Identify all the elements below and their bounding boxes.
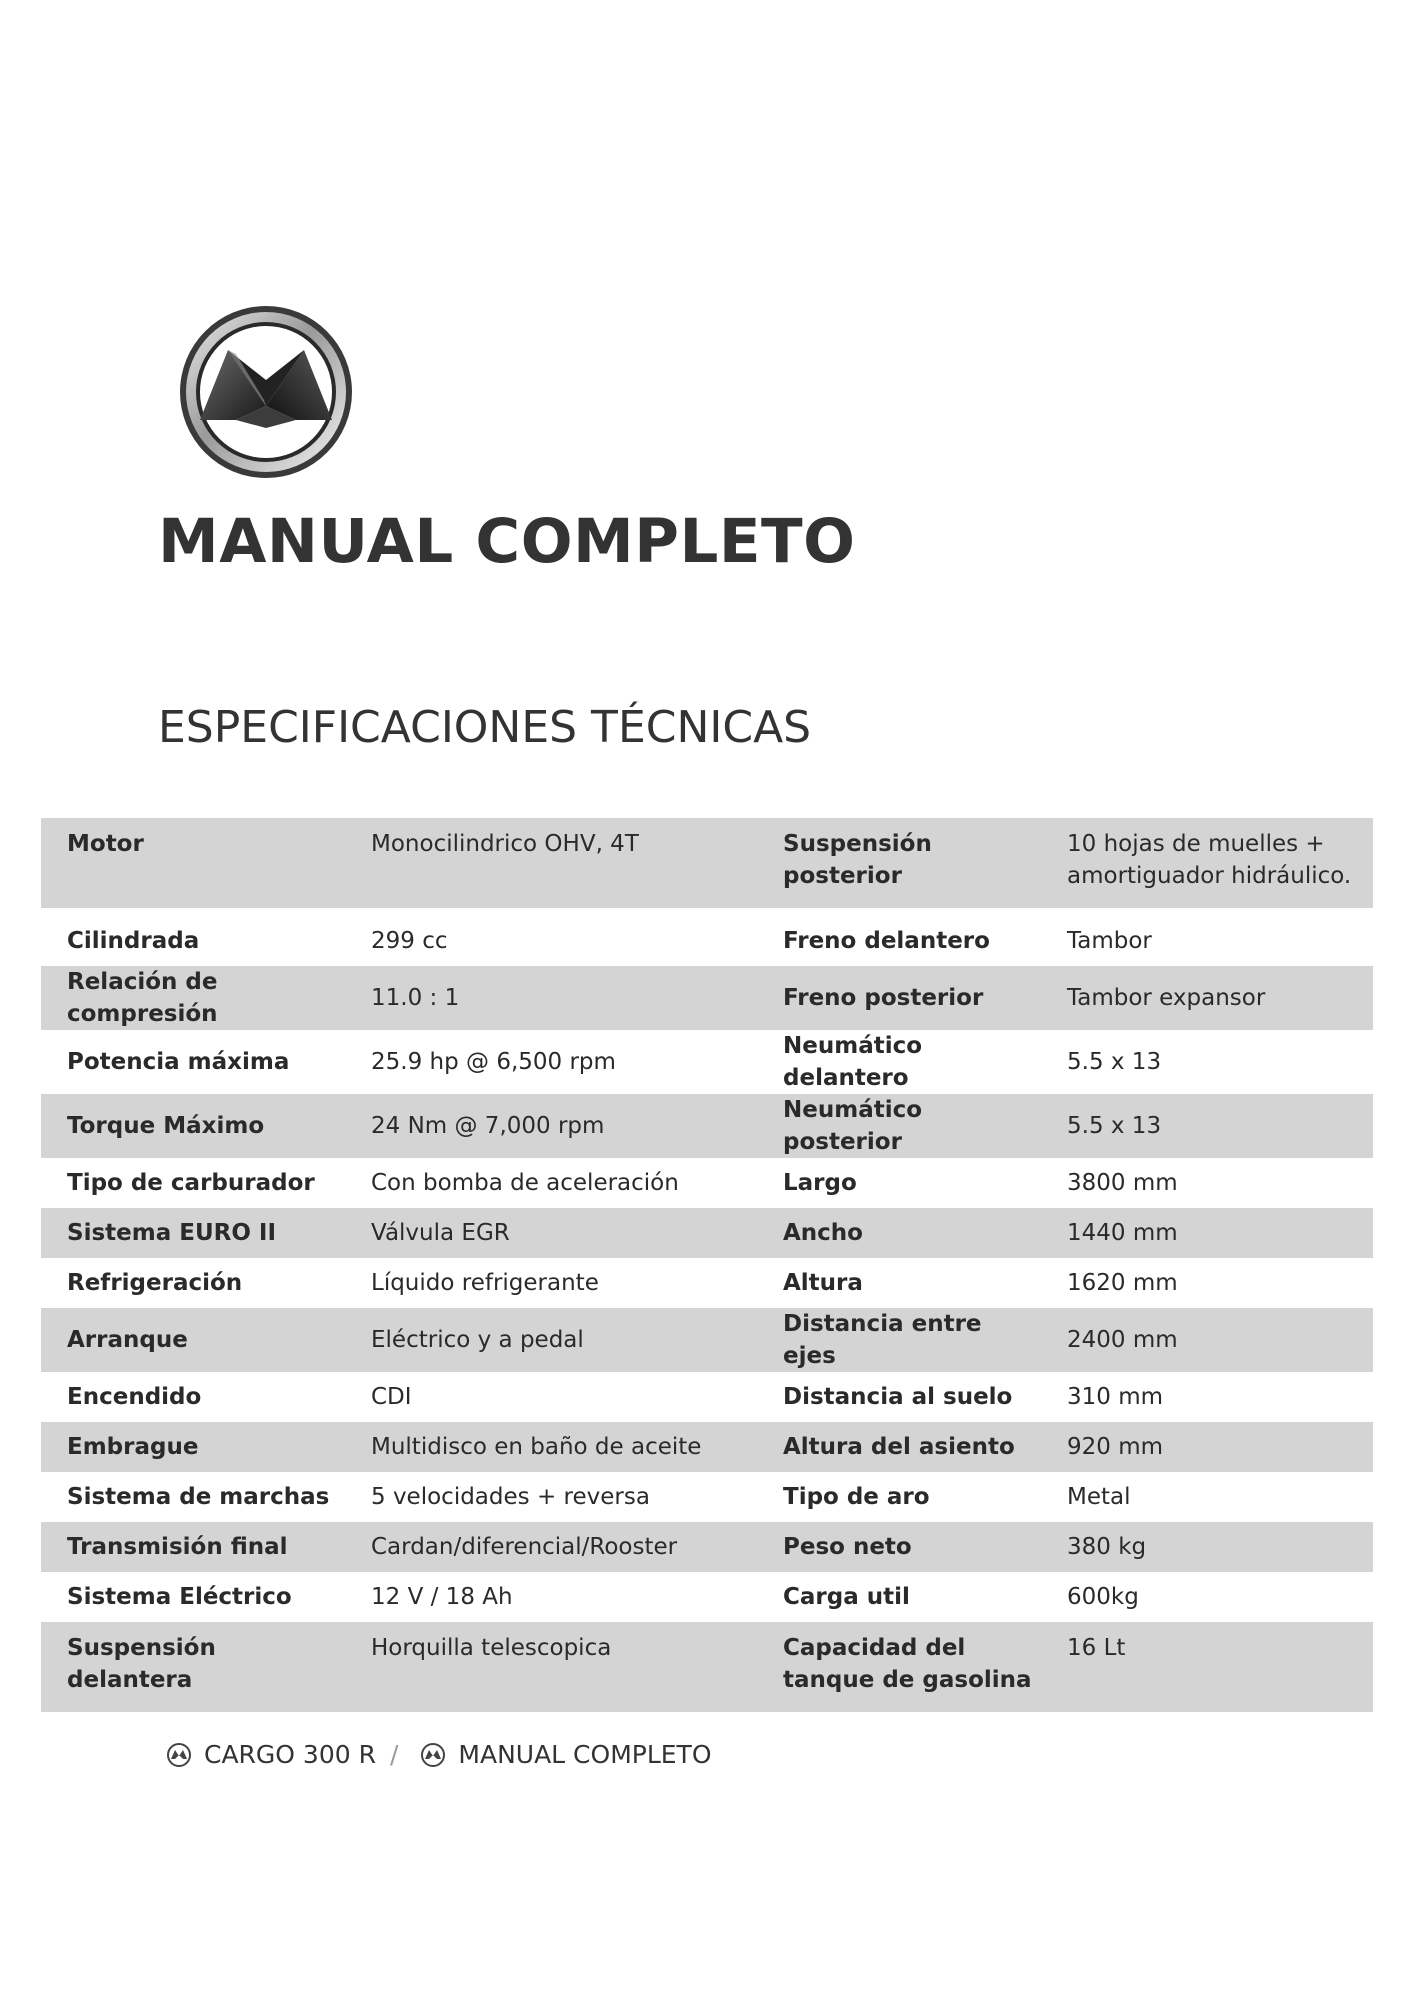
spec-label: Suspensión posterior <box>783 831 932 889</box>
spec-label: Neumático delantero <box>783 1033 923 1091</box>
table-row <box>41 1308 1373 1372</box>
spec-label: Torque Máximo <box>67 1113 265 1139</box>
spec-value: 299 cc <box>371 928 448 954</box>
spec-value: Monocilindrico OHV, 4T <box>371 831 639 857</box>
spec-value: 5.5 x 13 <box>1067 1049 1162 1075</box>
section-title: ESPECIFICACIONES TÉCNICAS <box>158 702 812 753</box>
spec-value: CDI <box>371 1384 412 1410</box>
spec-value: Líquido refrigerante <box>371 1270 599 1296</box>
spec-value: 380 kg <box>1067 1534 1147 1560</box>
spec-label: Refrigeración <box>67 1270 243 1296</box>
spec-label: Cilindrada <box>67 928 200 954</box>
spec-value: 920 mm <box>1067 1434 1164 1460</box>
spec-label: Sistema EURO II <box>67 1220 276 1246</box>
spec-label: Arranque <box>67 1327 188 1353</box>
brand-logo-icon <box>420 1742 446 1768</box>
spec-label: Encendido <box>67 1384 202 1410</box>
spec-value: Con bomba de aceleración <box>371 1170 679 1196</box>
spec-value: 11.0 : 1 <box>371 985 460 1011</box>
table-row <box>41 1208 1373 1258</box>
document-title: MANUAL COMPLETO <box>158 506 856 577</box>
spec-label: Sistema de marchas <box>67 1484 330 1510</box>
spec-value: 2400 mm <box>1067 1327 1178 1353</box>
table-row <box>41 1030 1373 1094</box>
spec-label: Freno delantero <box>783 928 990 954</box>
spec-label: Capacidad del tanque de gasolina <box>783 1635 1032 1693</box>
spec-value: 24 Nm @ 7,000 rpm <box>371 1113 605 1139</box>
spec-label: Motor <box>67 831 144 857</box>
spec-label: Potencia máxima <box>67 1049 290 1075</box>
table-row <box>41 908 1373 966</box>
table-row <box>41 1572 1373 1622</box>
footer-separator: / <box>389 1740 399 1769</box>
brand-logo-icon <box>166 1742 192 1768</box>
footer-manual: MANUAL COMPLETO <box>458 1740 712 1769</box>
spec-label: Largo <box>783 1170 857 1196</box>
spec-value: 16 Lt <box>1067 1635 1126 1661</box>
spec-label: Freno posterior <box>783 985 984 1011</box>
spec-value: Tambor <box>1067 928 1152 954</box>
spec-value: Tambor expansor <box>1067 985 1266 1011</box>
spec-value: 3800 mm <box>1067 1170 1178 1196</box>
table-row <box>41 1472 1373 1522</box>
table-row <box>41 1522 1373 1572</box>
spec-value: Cardan/diferencial/Rooster <box>371 1534 678 1560</box>
spec-value: 10 hojas de muelles + amortiguador hidráulico. <box>1067 831 1352 889</box>
table-row <box>41 1622 1373 1712</box>
specifications-table <box>41 818 1373 1712</box>
page-footer <box>166 1740 712 1769</box>
table-row <box>41 1258 1373 1308</box>
spec-value: 12 V / 18 Ah <box>371 1584 513 1610</box>
spec-label: Ancho <box>783 1220 863 1246</box>
spec-value: Eléctrico y a pedal <box>371 1327 584 1353</box>
spec-label: Altura del asiento <box>783 1434 1015 1460</box>
spec-value: Válvula EGR <box>371 1220 510 1246</box>
spec-label: Distancia al suelo <box>783 1384 1013 1410</box>
table-row <box>41 1372 1373 1422</box>
spec-value: 5 velocidades + reversa <box>371 1484 650 1510</box>
table-row <box>41 1158 1373 1208</box>
spec-value: 600kg <box>1067 1584 1139 1610</box>
spec-label: Sistema Eléctrico <box>67 1584 292 1610</box>
spec-value: 25.9 hp @ 6,500 rpm <box>371 1049 616 1075</box>
spec-value: 1440 mm <box>1067 1220 1178 1246</box>
spec-label: Tipo de aro <box>783 1484 930 1510</box>
spec-label: Transmisión final <box>67 1534 288 1560</box>
spec-value: Metal <box>1067 1484 1131 1510</box>
spec-value: 5.5 x 13 <box>1067 1113 1162 1139</box>
spec-label: Tipo de carburador <box>67 1170 315 1196</box>
spec-label: Neumático posterior <box>783 1097 923 1155</box>
spec-label: Relación de compresión <box>67 969 218 1027</box>
table-row <box>41 818 1373 908</box>
spec-value: Horquilla telescopica <box>371 1635 612 1661</box>
table-row <box>41 1422 1373 1472</box>
spec-label: Suspensión delantera <box>67 1635 216 1693</box>
brand-logo-icon <box>176 302 356 482</box>
spec-value: 1620 mm <box>1067 1270 1178 1296</box>
table-row <box>41 966 1373 1030</box>
spec-label: Carga util <box>783 1584 910 1610</box>
spec-label: Embrague <box>67 1434 199 1460</box>
spec-label: Peso neto <box>783 1534 912 1560</box>
spec-label: Distancia entre ejes <box>783 1311 982 1369</box>
spec-label: Altura <box>783 1270 863 1296</box>
table-row <box>41 1094 1373 1158</box>
spec-value: Multidisco en baño de aceite <box>371 1434 702 1460</box>
footer-model: CARGO 300 R <box>204 1740 376 1769</box>
spec-value: 310 mm <box>1067 1384 1164 1410</box>
